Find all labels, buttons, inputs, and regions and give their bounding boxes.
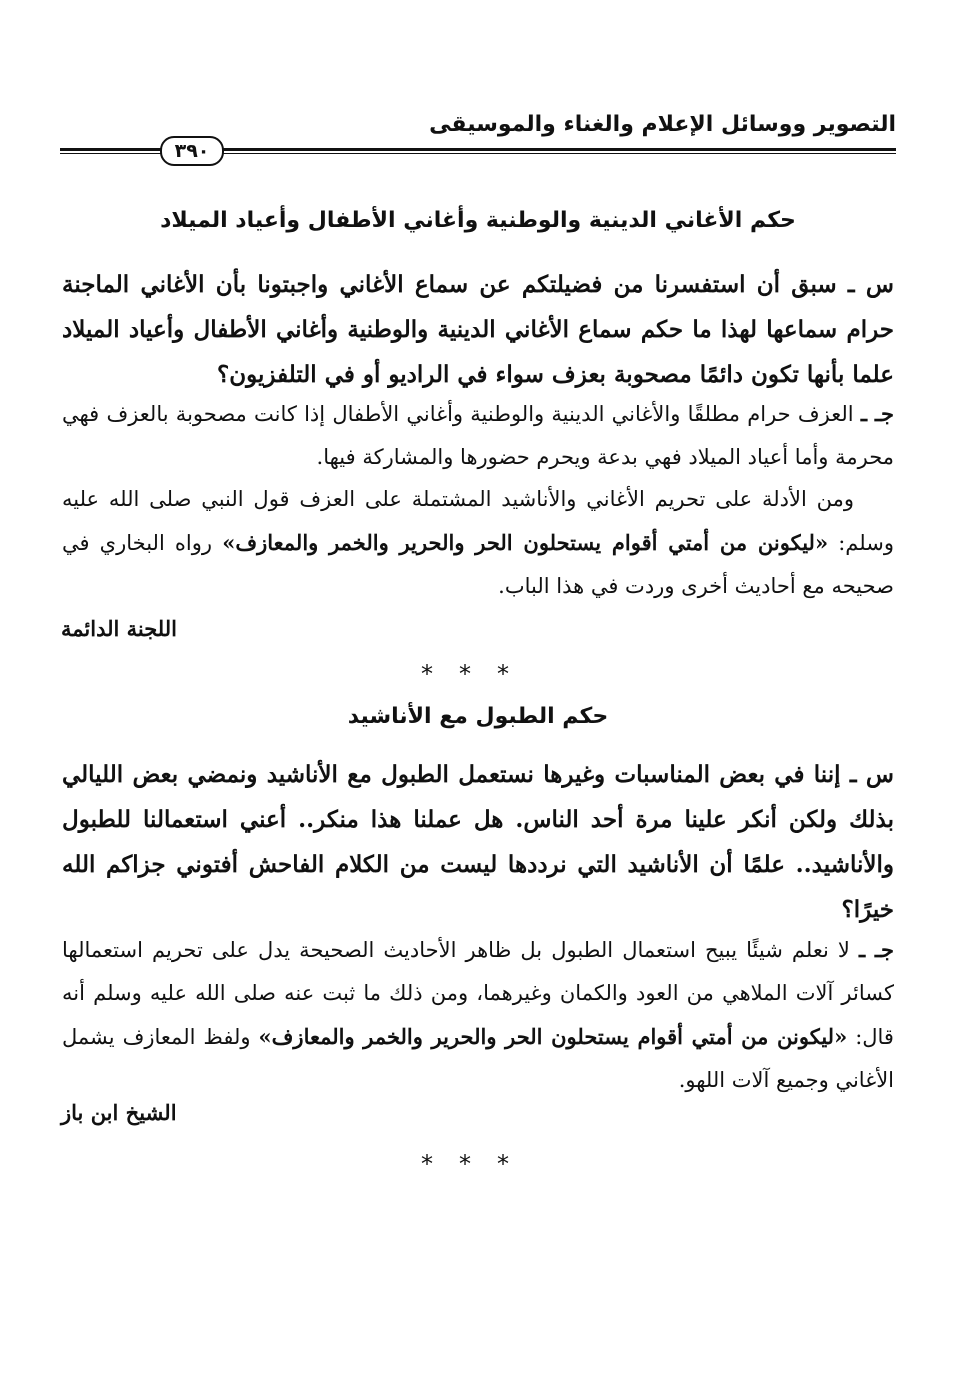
answer-text: لا نعلم شيئًا يبيح استعمال الطبول بل ظاهر الأحاديث الصحيحة يدل على تحريم استعمالها كسائر آلات الملاهي من العود والكمان وغيرهما، ومن ذلك ما ثبت عنه صلى الله عليه وسلم أنه قال: <box>62 938 894 1049</box>
evidence-paragraph <box>62 478 894 608</box>
running-title: التصوير ووسائل الإعلام والغناء والموسيقى <box>429 112 896 137</box>
signature-permanent-committee: اللجنة الدائمة <box>61 616 177 641</box>
separator-asterisks: *** <box>421 1150 535 1178</box>
section-title-religious-songs: حكم الأغاني الدينية والوطنية وأغاني الأطفال وأعياد الميلاد <box>160 208 796 233</box>
question-text: سبق أن استفسرنا من فضيلتكم عن سماع الأغاني واجبتونا بأن الأغاني الماجنة حرام سماعها لهذا ما حكم سماع الأغاني الدينية والوطنية وأغاني الأطفال وأعياد الميلاد علما بأنها تكون دائمًا مصحوبة بعزف سواء في الراديو أو في التلفزيون؟ <box>62 271 894 388</box>
hadith-quote: «ليكونن من أمتي أقوام يستحلون الحر والحرير والخمر والمعازف» <box>222 530 829 555</box>
answer-religious-songs <box>62 392 894 479</box>
evidence-intro: ومن الأدلة على تحريم الأغاني والأناشيد المشتملة على العزف قول النبي صلى الله عليه وسلم: <box>62 487 894 555</box>
question-religious-songs <box>62 262 894 397</box>
question-label: س ـ <box>847 271 894 298</box>
answer-label: جـ ـ <box>858 937 894 962</box>
evidence-outro: رواه البخاري في صحيحه مع أحاديث أخرى وردت في هذا الباب. <box>62 531 894 598</box>
running-header <box>60 112 896 162</box>
signature-ibn-baz: الشيخ ابن باز <box>61 1100 177 1125</box>
answer-drums <box>62 928 894 1102</box>
answer-text: العزف حرام مطلقًا والأغاني الدينية والوطنية وأغاني الأطفال إذا كانت مصحوبة بالعزف فهي محرمة وأما أعياد الميلاد فهي بدعة ويحرم حضورها والمشاركة فيها. <box>62 402 894 469</box>
question-label: س ـ <box>849 761 894 788</box>
answer-outro: ولفظ المعازف يشمل الأغاني وجميع آلات اللهو. <box>62 1025 894 1092</box>
question-text: إننا في بعض المناسبات وغيرها نستعمل الطبول مع الأناشيد ونمضي بعض الليالي بذلك ولكن أنكر علينا مرة أحد الناس. هل عملنا هذا منكر.. أعني استعمالنا للطبول والأناشيد.. علمًا أن الأناشيد التي نرددها ليست من الكلام الفاحش أفتوني جزاكم الله خيرًا؟ <box>62 761 894 923</box>
hadith-quote: «ليكونن من أمتي أقوام يستحلون الحر والحرير والخمر والمعازف» <box>258 1024 848 1049</box>
section-title-drums: حكم الطبول مع الأناشيد <box>347 704 609 729</box>
question-drums <box>62 752 894 932</box>
answer-label: جـ ـ <box>860 401 894 426</box>
page-number: ٣٩٠ <box>160 136 224 166</box>
separator-asterisks: *** <box>421 660 535 688</box>
